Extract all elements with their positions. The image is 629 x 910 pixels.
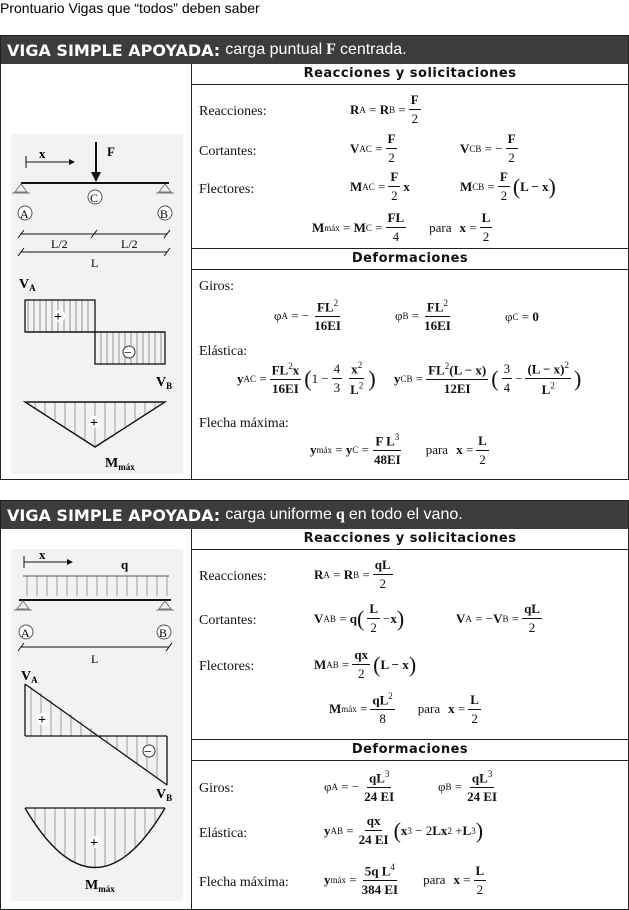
formula-rotation-b: φ B = $qL^3$ 24 EI	[438, 769, 498, 805]
dim-half-2-label: L/2	[121, 237, 138, 251]
header-text: carga puntual	[225, 41, 323, 58]
node-b-label: B	[160, 207, 169, 221]
x-label: x	[39, 547, 46, 562]
section-reactions-title: Reacciones y solicitaciones	[192, 529, 628, 550]
formulas-panel	[192, 64, 628, 479]
node-a-label: A	[20, 207, 29, 221]
formula-reactions: R A = R B = qL 2	[314, 557, 391, 591]
formula-moment-ab: M AB = qx 2 ( L − x )	[314, 647, 417, 681]
formula-elastic-ac: y AC = $FL^2x$ 16EI ( 1 − 4 3 $x^2$ $L^2$ )	[237, 360, 376, 397]
node-c-label: C	[90, 191, 99, 205]
formula-shear-cb: V CB = − F 2	[460, 131, 516, 165]
shear-plus-sign: +	[38, 713, 46, 728]
formula-shear-ac: V AC = F 2	[350, 131, 396, 165]
label-max-deflection: Flecha máxima:	[199, 416, 289, 431]
shear-plus-sign: +	[54, 310, 62, 325]
header-symbol: F	[326, 41, 336, 58]
label-rotations: Giros:	[199, 279, 234, 294]
shear-vb-label: $V_B$	[156, 375, 173, 391]
x-label: x	[39, 146, 46, 161]
moment-plus-sign: +	[90, 416, 98, 431]
card-point-load	[0, 35, 629, 480]
header-text-end: en todo el vano.	[348, 506, 463, 523]
dim-total-label: L	[91, 256, 99, 270]
formula-elastic-ab: y AB = qx 24 EI ( x 3 − 2 Lx 2 + L 3 )	[324, 813, 484, 847]
label-elastic: Elástica:	[199, 826, 248, 841]
dim-half-1-label: L/2	[51, 237, 68, 251]
load-label: F	[107, 144, 115, 159]
header-bold: VIGA SIMPLE APOYADA:	[7, 40, 221, 60]
header-bold: VIGA SIMPLE APOYADA:	[7, 505, 221, 525]
formula-max-deflection: y máx = y C = F $L^3$ 48EI para x = L 2	[310, 432, 487, 468]
moment-plus-sign: +	[90, 836, 98, 851]
card-uniform-load	[0, 500, 629, 910]
node-b-label: B	[159, 626, 168, 640]
formula-shear-ab: V AB = q ( L 2 − x )	[314, 601, 405, 635]
beam-diagram	[1, 529, 191, 909]
label-max-deflection: Flecha máxima:	[199, 875, 289, 890]
header-text-end: centrada.	[339, 41, 407, 58]
shear-vb-label: $V_B$	[156, 787, 173, 803]
formula-rotation-b: φ B = $FL^2$ 16EI	[395, 298, 451, 334]
header-symbol: q	[335, 506, 345, 523]
moment-max-label: $M_{máx}$	[105, 456, 135, 472]
load-label: q	[121, 557, 129, 572]
moment-max-label: $M_{máx}$	[85, 878, 115, 894]
node-a-label: A	[21, 626, 30, 640]
document-title: Prontuario Vigas que “todos” deben saber	[0, 0, 260, 16]
beam-diagram-panel	[1, 64, 192, 479]
formula-moment-ac: M AC = F 2 x	[350, 169, 410, 203]
formula-elastic-cb: y CB = $FL^2(L - x)$ 12EI ( 3 4 − $(L - x)^2$ $L^2$ )	[394, 360, 582, 397]
shear-va-label: $V_A$	[21, 669, 38, 685]
shear-minus-sign: −	[144, 745, 152, 760]
label-reactions: Reacciones:	[199, 104, 267, 119]
formula-moment-max: M máx = M C = FL 4 para x = L 2	[312, 210, 491, 244]
formula-rotation-a: φ A = − $qL^3$ 24 EI	[324, 769, 395, 805]
label-rotations: Giros:	[199, 781, 234, 796]
section-reactions-title: Reacciones y solicitaciones	[192, 64, 628, 85]
section-deformations-title: Deformaciones	[192, 739, 628, 761]
card-header	[1, 36, 628, 64]
label-shear: Cortantes:	[199, 613, 257, 628]
formula-moment-cb: M CB = F 2 ( L − x )	[460, 169, 556, 203]
formula-moment-max: M máx = $qL^2$ 8 para x = L 2	[329, 691, 479, 727]
formula-reactions: R A = R B = F 2	[350, 92, 419, 126]
formula-max-deflection: y máx = 5q $L^4$ 384 EI para x = L 2	[324, 862, 485, 898]
section-deformations-title: Deformaciones	[192, 248, 628, 270]
label-moments: Flectores:	[199, 659, 255, 674]
beam-diagram-panel	[1, 529, 192, 909]
shear-va-label: $V_A$	[19, 277, 36, 293]
formula-rotation-c: φ C = 0	[505, 309, 539, 324]
label-elastic: Elástica:	[199, 344, 248, 359]
label-reactions: Reacciones:	[199, 569, 267, 584]
formula-rotation-a: φ A = − $FL^2$ 16EI	[274, 298, 341, 334]
dim-total-label: L	[91, 652, 99, 666]
beam-diagram	[1, 64, 191, 479]
card-header	[1, 501, 628, 529]
label-shear: Cortantes:	[199, 144, 257, 159]
header-text: carga uniforme	[225, 506, 332, 523]
formula-shear-ends: V A = − V B = qL 2	[456, 601, 540, 635]
formulas-panel	[192, 529, 628, 909]
label-moments: Flectores:	[199, 182, 255, 197]
shear-minus-sign: −	[124, 346, 132, 361]
